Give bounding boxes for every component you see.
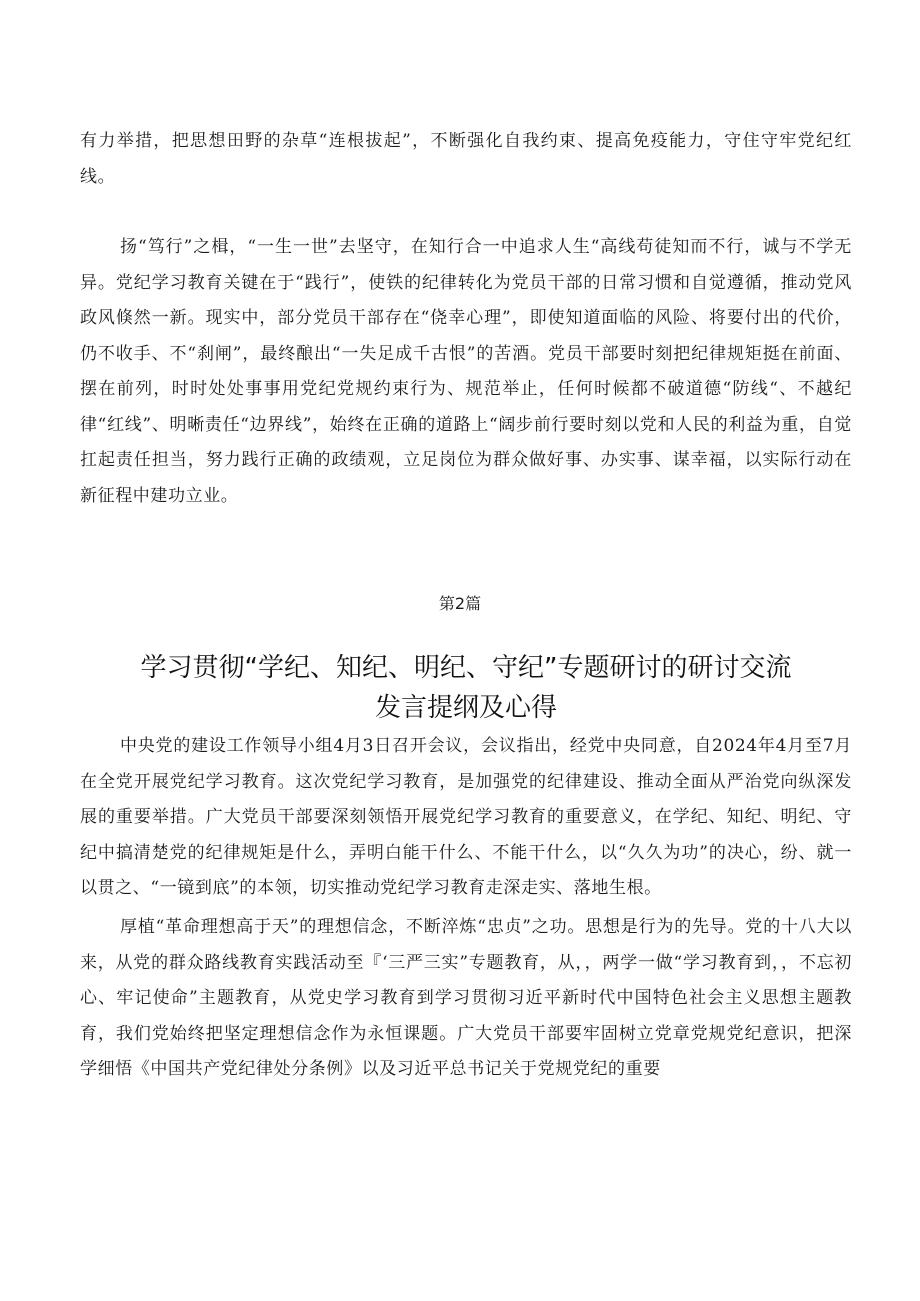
article-title xyxy=(80,648,852,728)
paragraph-2: 扬“笃行”之楫，“一生一世”去坚守，在知行合一中追求人生“高线苟徒知而不行，诚与不学无异。党纪学习教育关键在于“践行”，使铁的纪律转化为党员干部的日常习惯和自觉遵循，推动党风政风倏然一新。现实中，部分党员干部存在“侥幸心理”，即使知道面临的风险、将要付出的代价，仍不收手、不“刹闸”，最终酿出“一失足成千古恨”的苦酒。党员干部要时刻把纪律规矩挺在前面、摆在前列，时时处处事事用党纪党规约束行为、规范举止，任何时候都不破道德“防线“、不越纪律“红线”、明晰责任“边界线”，始终在正确的道路上“阔步前行要时刻以党和人民的利益为重，自觉扛起责任担当，努力践行正确的政绩观，立足岗位为群众做好事、办实事、谋幸福，以实际行动在新征程中建功立业。 xyxy=(80,237,852,506)
article-title-line-1: 学习贯彻“学纪、知纪、明纪、守纪”专题研讨的研讨交流 xyxy=(140,653,792,683)
section-label: 第2篇 xyxy=(438,594,482,613)
paragraph-1: 有力举措，把思想田野的杂草“连根拔起”，不断强化自我约束、提高免疫能力，守住守牢党纪红线。 xyxy=(80,131,852,187)
paragraph-3: 中央党的建设工作领导小组4月3日召开会议，会议指出，经党中央同意，自2024年4月至7月在全党开展党纪学习教育。这次党纪学习教育，是加强党的纪律建设、推动全面从严治党向纵深发展的重要举措。广大党员干部要深刻领悟开展党纪学习教育的重要意义，在学纪、知纪、明纪、守纪中搞清楚党的纪律规矩是什么，弄明白能干什么、不能干什么，以“久久为功”的决心，纷、就一以贯之、“一镜到底”的本领，切实推动党纪学习教育走深走实、落地生根。 xyxy=(80,736,852,898)
article-title-line-2: 发言提纲及心得 xyxy=(374,693,557,723)
paragraph-4: 厚植“革命理想高于天”的理想信念，不断淬炼“忠贞”之功。思想是行为的先导。党的十八大以来，从党的群众路线教育实践活动至『‘三严三实”专题教育，从，，两学一做“学习教育到，，不忘初心、牢记使命”主题教育，从党史学习教育到学习贯彻习近平新时代中国特色社会主义思想主题教育，我们党始终把坚定理想信念作为永恒课题。广大党员干部要牢固树立党章党规党纪意识，把深学细悟《中国共产党纪律处分条例》以及习近平总书记关于党规党纪的重要 xyxy=(80,917,852,1079)
